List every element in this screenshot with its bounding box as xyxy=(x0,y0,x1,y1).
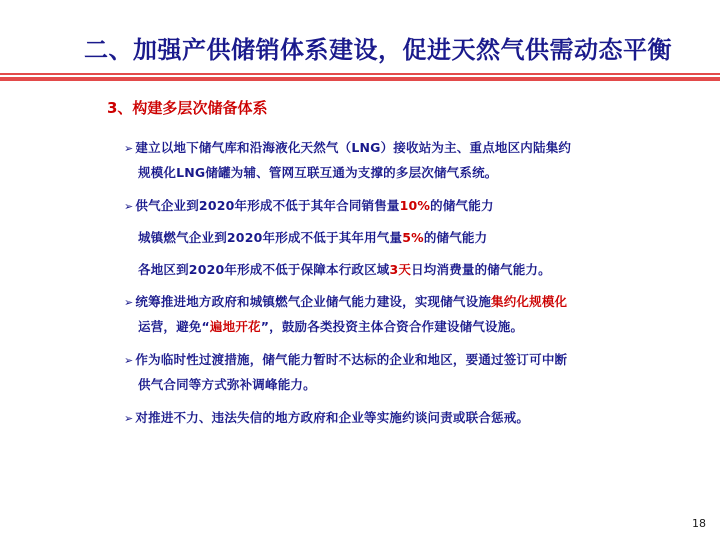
highlight-scattered: 遍地开花 xyxy=(209,319,261,334)
section-subtitle: 3、构建多层次储备体系 xyxy=(107,99,268,117)
bullet-1-line-1: ➢ 建立以地下储气库和沿海液化天然气（LNG）接收站为主、重点地区内陆集约 xyxy=(124,140,572,155)
arrow-bullet-icon: ➢ xyxy=(124,296,134,309)
highlight-intensive-scale: 集约化规模化 xyxy=(491,294,568,309)
bullet-2-line-2: 城镇燃气企业到2020年形成不低于其年用气量5%的储气能力 xyxy=(138,230,488,245)
title-divider-thin xyxy=(0,73,720,75)
bullet-2-line-1: ➢ 供气企业到2020年形成不低于其年合同销售量10%的储气能力 xyxy=(124,198,494,213)
arrow-bullet-icon: ➢ xyxy=(124,142,134,155)
arrow-bullet-icon: ➢ xyxy=(124,412,134,425)
bullet-4-line-2: 供气合同等方式弥补调峰能力。 xyxy=(138,377,316,392)
slide-title: 二、加强产供储销体系建设，促进天然气供需动态平衡 xyxy=(84,36,672,64)
bullet-3-line-1: ➢ 统筹推进地方政府和城镇燃气企业储气能力建设，实现储气设施集约化规模化 xyxy=(124,294,568,309)
highlight-5-percent: 5% xyxy=(402,230,424,245)
bullet-1-line-2: 规模化LNG储罐为辅、管网互联互通为支撑的多层次储气系统。 xyxy=(138,165,498,180)
title-divider-thick xyxy=(0,77,720,81)
page-number: 18 xyxy=(692,517,706,530)
arrow-bullet-icon: ➢ xyxy=(124,354,134,367)
bullet-2-line-3: 各地区到2020年形成不低于保障本行政区域3天日均消费量的储气能力。 xyxy=(138,262,551,277)
bullet-5-line-1: ➢ 对推进不力、违法失信的地方政府和企业等实施约谈问责或联合惩戒。 xyxy=(124,410,530,425)
bullet-4-line-1: ➢ 作为临时性过渡措施，储气能力暂时不达标的企业和地区，要通过签订可中断 xyxy=(124,352,568,367)
arrow-bullet-icon: ➢ xyxy=(124,200,134,213)
bullet-3-line-2: 运营，避免“遍地开花”，鼓励各类投资主体合资合作建设储气设施。 xyxy=(138,319,524,334)
highlight-3-days: 3天 xyxy=(389,262,412,277)
highlight-10-percent: 10% xyxy=(399,198,431,213)
